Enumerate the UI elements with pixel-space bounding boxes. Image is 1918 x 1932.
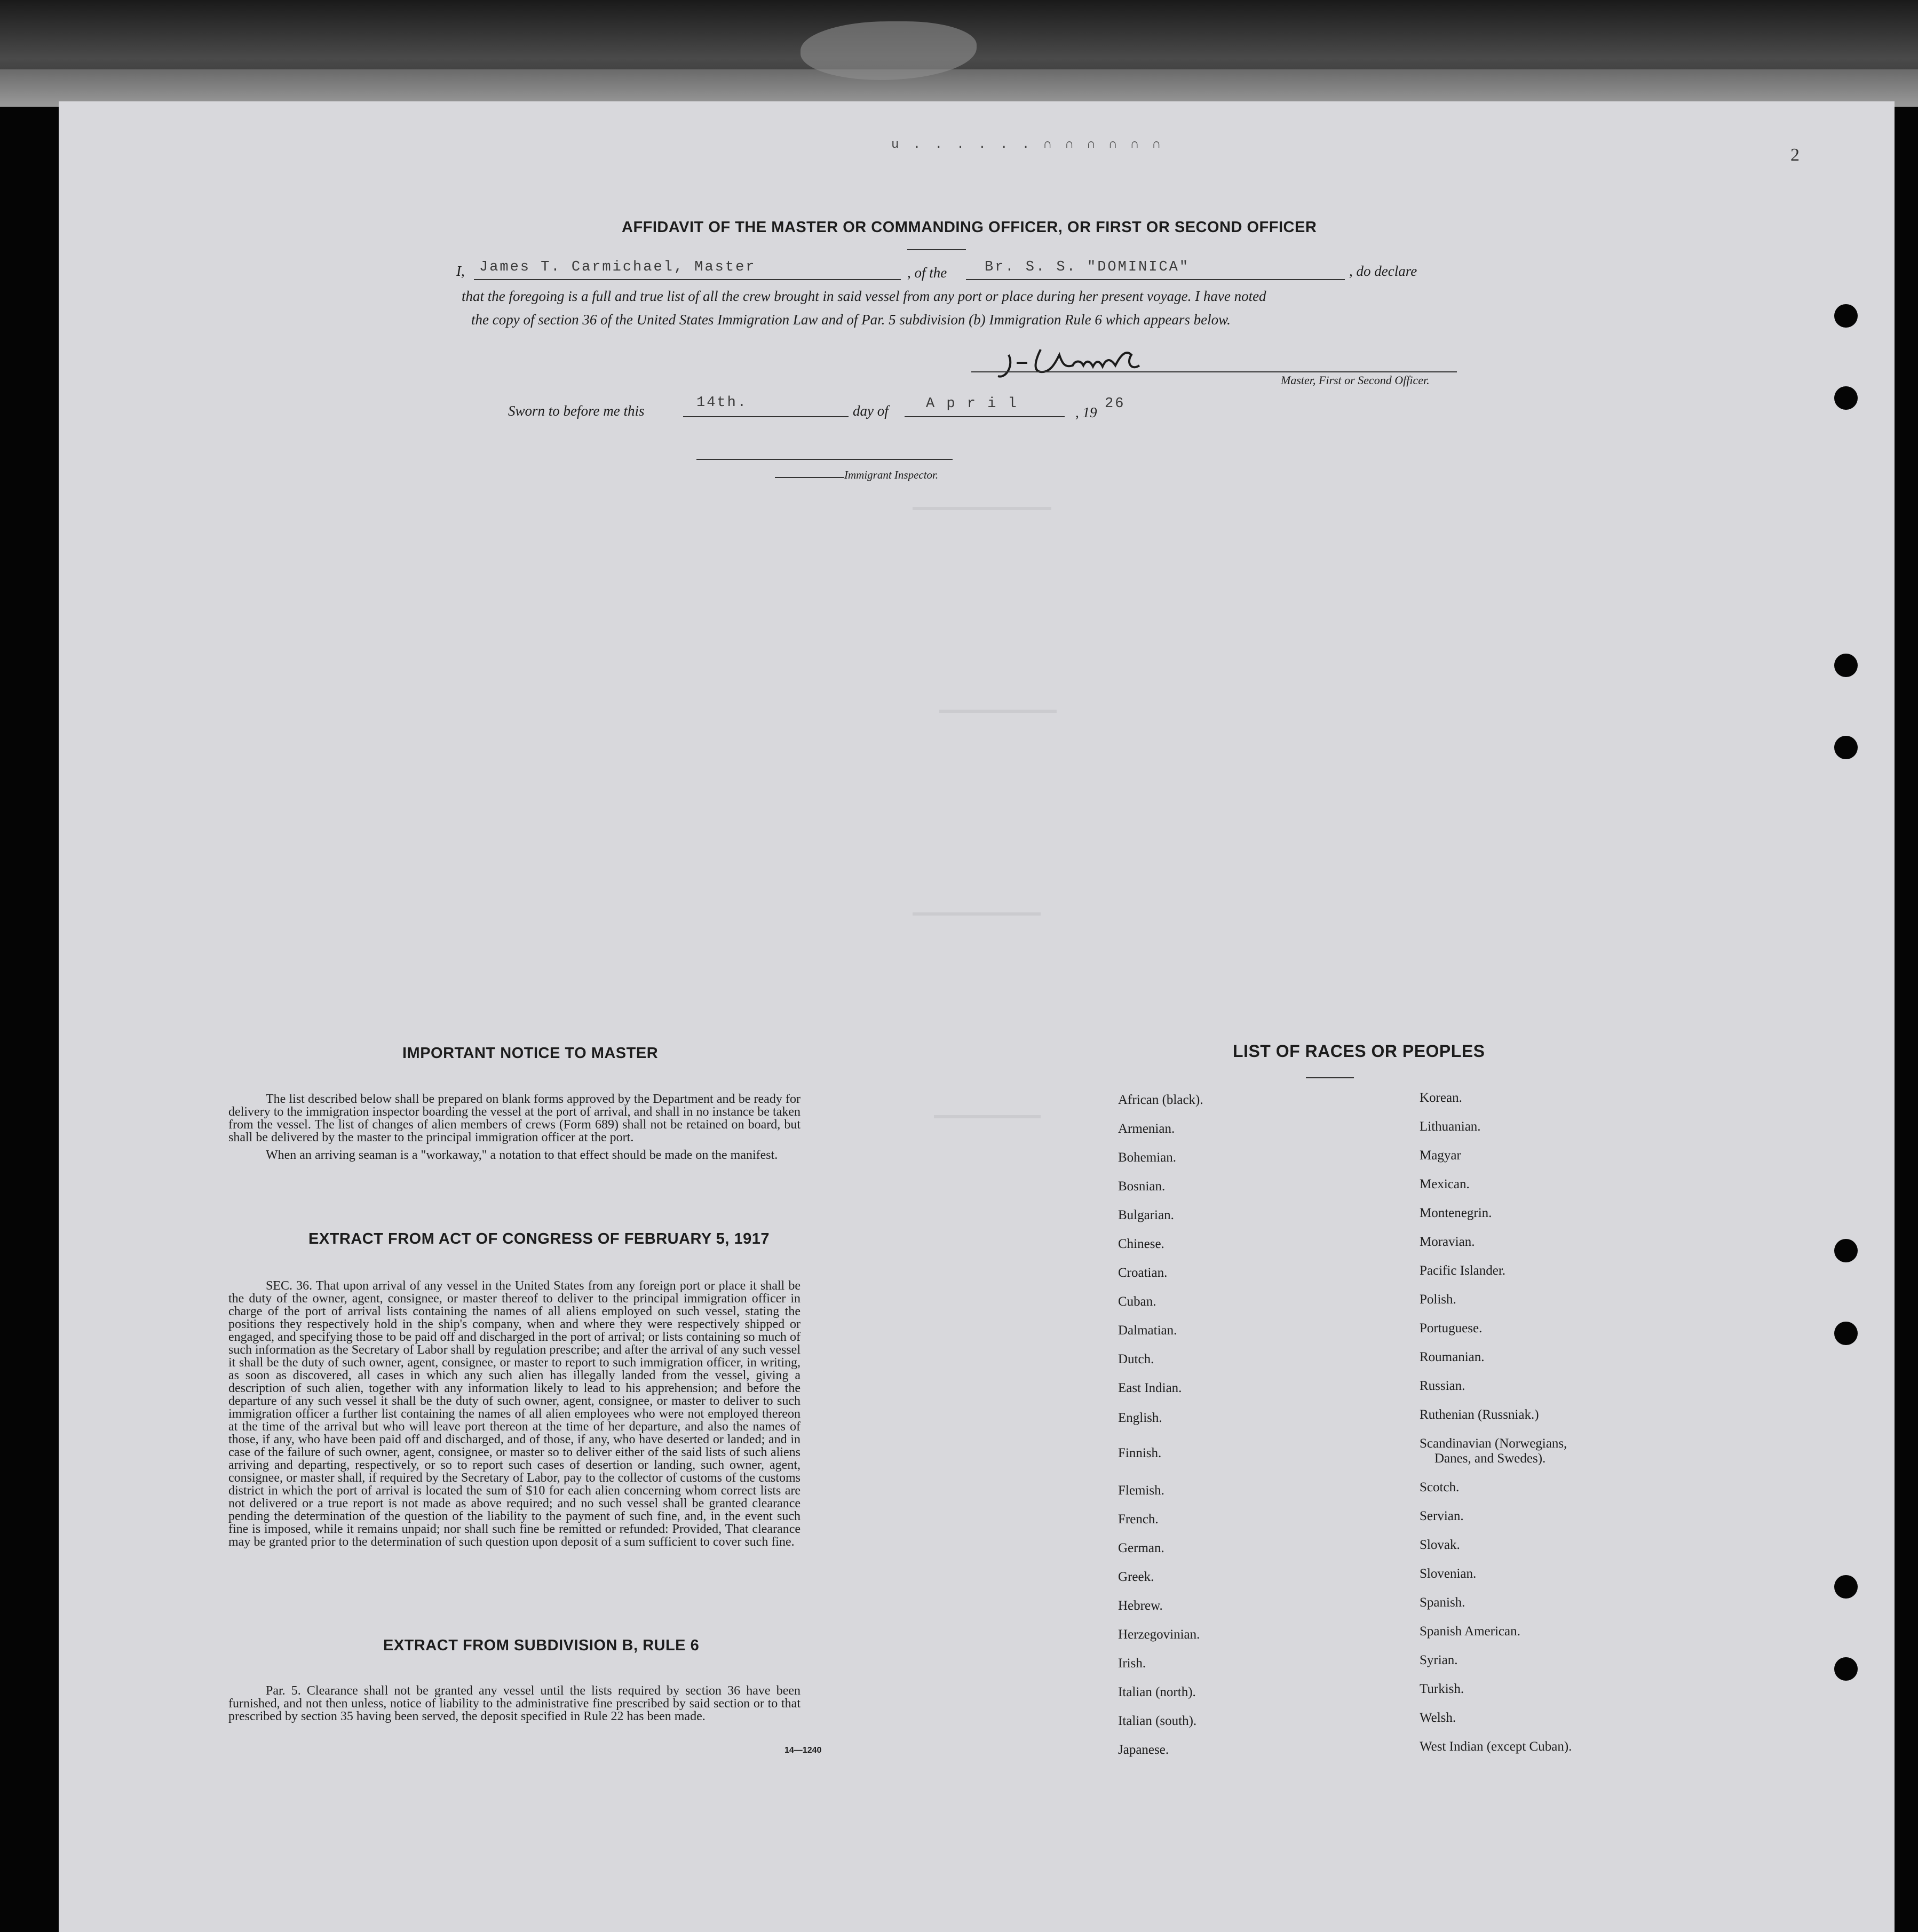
race-item: Italian (south). xyxy=(1118,1714,1197,1728)
race-item: Chinese. xyxy=(1118,1237,1164,1251)
title-divider xyxy=(907,249,966,250)
race-item: Polish. xyxy=(1420,1292,1456,1307)
races-title: LIST OF RACES OR PEOPLES xyxy=(1233,1041,1485,1061)
signature-line xyxy=(971,371,1457,372)
affidavit-line-2: that the foregoing is a full and true list of all the crew brought in said vessel from any port or place during her present voyage. I have noted xyxy=(462,288,1266,304)
race-item: French. xyxy=(1118,1512,1159,1526)
notice-title: IMPORTANT NOTICE TO MASTER xyxy=(402,1045,659,1062)
race-item: Scotch. xyxy=(1420,1480,1460,1494)
race-item: Ruthenian (Russniak.) xyxy=(1420,1408,1539,1422)
race-item: West Indian (except Cuban). xyxy=(1420,1739,1572,1754)
race-item: African (black). xyxy=(1118,1093,1203,1107)
race-item: Montenegrin. xyxy=(1420,1206,1492,1220)
race-item: Roumanian. xyxy=(1420,1350,1485,1364)
vessel-underline xyxy=(966,279,1345,280)
race-item: Armenian. xyxy=(1118,1122,1175,1136)
year-prefix: , 19 xyxy=(1075,404,1097,420)
race-item: Syrian. xyxy=(1420,1653,1458,1667)
race-item: Servian. xyxy=(1420,1509,1464,1523)
sworn-day-underline xyxy=(683,416,849,417)
affidavit-title: AFFIDAVIT OF THE MASTER OR COMMANDING OFFICER, OR FIRST OR SECOND OFFICER xyxy=(622,219,1317,236)
race-item: Slovenian. xyxy=(1420,1567,1477,1581)
race-item: Dalmatian. xyxy=(1118,1323,1177,1338)
inspector-signature-line xyxy=(696,459,953,460)
race-item: Moravian. xyxy=(1420,1235,1475,1249)
race-item: German. xyxy=(1118,1541,1164,1555)
race-item-continued: Danes, and Swedes). xyxy=(1434,1451,1546,1466)
affidavit-i-label: I, xyxy=(456,263,465,279)
master-signature xyxy=(966,339,1169,389)
form-number: 14—1240 xyxy=(784,1746,822,1755)
race-item: Slovak. xyxy=(1420,1538,1460,1552)
race-item: East Indian. xyxy=(1118,1381,1182,1395)
extract-rule-title: EXTRACT FROM SUBDIVISION B, RULE 6 xyxy=(383,1637,700,1654)
race-item: Bulgarian. xyxy=(1118,1208,1174,1222)
race-item: Spanish American. xyxy=(1420,1624,1520,1639)
affidavit-of-the: , of the xyxy=(907,265,947,281)
notice-paragraph-2: When an arriving seaman is a "workaway," a notation to that effect should be made on the manifest. xyxy=(266,1148,778,1162)
race-item: Welsh. xyxy=(1420,1711,1456,1725)
race-item: Italian (north). xyxy=(1118,1685,1196,1699)
race-item: Flemish. xyxy=(1118,1483,1164,1498)
race-item: Scandinavian (Norwegians, xyxy=(1420,1436,1567,1451)
punch-hole xyxy=(1834,386,1858,410)
vessel-name-field: Br. S. S. "DOMINICA" xyxy=(985,259,1190,275)
extract-rule-body: Par. 5. Clearance shall not be granted any vessel until the lists required by section 36 have been furnished, and not then unless, notice of liability to the administrative fine prescribed by said section or to that prescribed by section 35 having been served, the deposit specified in Rule 22 has been made. xyxy=(228,1684,801,1723)
race-item: Finnish. xyxy=(1118,1446,1162,1460)
punch-hole xyxy=(1834,1657,1858,1681)
sworn-year-field: 26 xyxy=(1105,396,1126,412)
punch-hole xyxy=(1834,654,1858,677)
scan-top-strip xyxy=(0,0,1918,107)
sworn-month-field: A p r i l xyxy=(926,396,1018,412)
sworn-label: Sworn to before me this xyxy=(508,403,645,419)
race-item: Turkish. xyxy=(1420,1682,1464,1696)
signature-caption: Master, First or Second Officer. xyxy=(1281,373,1430,387)
document-page xyxy=(59,101,1895,1932)
inspector-caption-rule xyxy=(775,477,844,478)
punch-hole xyxy=(1834,1322,1858,1345)
race-item: Greek. xyxy=(1118,1570,1154,1584)
race-item: Spanish. xyxy=(1420,1595,1465,1610)
inspector-caption: Immigrant Inspector. xyxy=(844,468,939,481)
race-item: Portuguese. xyxy=(1420,1321,1483,1335)
master-name-field: James T. Carmichael, Master xyxy=(479,259,756,275)
sworn-day-field: 14th. xyxy=(696,395,748,411)
race-item: Russian. xyxy=(1420,1379,1465,1393)
extract-act-body: SEC. 36. That upon arrival of any vessel in the United States from any foreign port or place it shall be the duty of the owner, agent, consignee, or master thereof to deliver to the principal immigration officer in charge of the port of arrival lists containing the names of all aliens employed on such vessel, stating the positions they respectively hold in the ship's company, when and where they were respectively shipped or engaged, and specifying those to be paid off and discharged in the port of arrival; or lists containing so much of such information as the Secretary of Labor shall by regulation prescribe; and after the arrival of any such vessel it shall be the duty of such owner, agent, consignee, or master to report to such immigration officer, in writing, as soon as discovered, all cases in which any such alien has illegally landed from the vessel, giving a description of such alien, together with any information likely to lead to his apprehension; and before the departure of any such vessel it shall be the duty of such owner, agent, consignee, or master to deliver to such immigration officer a further list containing the names of all alien employees who were not employed thereon at the time of the arrival but who will leave port thereon at the time of her departure, and also the names of those, if any, who have been paid off and discharged, and of those, if any, who have deserted or landed; and in case of the failure of such owner, agent, consignee, or master so to deliver either of the said lists of such aliens arriving and departing, respectively, or so to report such cases of desertion or landing, such owner, agent, consignee, or master shall, if required by the Secretary of Labor, pay to the collector of customs of the customs district in which the port of arrival is located the sum of $10 for each alien concerning whom correct lists are not delivered or a true report is not made as above required; and no such vessel shall be granted clearance pending the determination of the question of the liability to the payment of such fine, and, in the event such fine is imposed, while it remains unpaid; nor shall such fine be remitted or refunded: Provided, That clearance may be granted prior to the determination of such question upon deposit of a sum sufficient to cover such fine. xyxy=(228,1279,801,1549)
affidavit-do-declare: , do declare xyxy=(1349,263,1417,279)
extract-act-title: EXTRACT FROM ACT OF CONGRESS OF FEBRUARY 5, 1917 xyxy=(308,1230,770,1247)
race-item: Herzegovinian. xyxy=(1118,1627,1200,1642)
name-underline xyxy=(474,279,901,280)
punch-hole xyxy=(1834,1575,1858,1599)
header-marks: u . . . . . . ∩ ∩ ∩ ∩ ∩ ∩ xyxy=(891,138,1164,152)
notice-paragraph-1: The list described below shall be prepared on blank forms approved by the Department and be ready for delivery to the immigration inspector boarding the vessel at the port of arrival, and shall in no instance be taken from the vessel. The list of changes of alien members of crews (Form 689) shall not be retained on board, but shall be delivered by the master to the principal immigration officer at the port. xyxy=(228,1092,801,1144)
race-item: Korean. xyxy=(1420,1091,1462,1105)
race-item: Bohemian. xyxy=(1118,1150,1177,1165)
race-item: Mexican. xyxy=(1420,1177,1470,1191)
race-item: English. xyxy=(1118,1411,1162,1425)
race-item: Pacific Islander. xyxy=(1420,1263,1506,1278)
race-item: Magyar xyxy=(1420,1148,1461,1163)
races-divider xyxy=(1306,1077,1354,1078)
race-item: Hebrew. xyxy=(1118,1599,1163,1613)
affidavit-line-3: the copy of section 36 of the United States Immigration Law and of Par. 5 subdivision (b) Immigration Rule 6 which appears below. xyxy=(471,312,1231,328)
race-item: Cuban. xyxy=(1118,1294,1156,1309)
day-of-label: day of xyxy=(853,403,889,419)
race-item: Japanese. xyxy=(1118,1743,1169,1757)
race-item: Bosnian. xyxy=(1118,1179,1166,1194)
punch-hole xyxy=(1834,304,1858,328)
race-item: Lithuanian. xyxy=(1420,1119,1481,1134)
race-item: Irish. xyxy=(1118,1656,1146,1671)
page-corner-mark: 2 xyxy=(1790,145,1800,165)
punch-hole xyxy=(1834,736,1858,759)
punch-hole xyxy=(1834,1239,1858,1262)
sworn-month-underline xyxy=(905,416,1065,417)
race-item: Croatian. xyxy=(1118,1266,1168,1280)
race-item: Dutch. xyxy=(1118,1352,1154,1366)
